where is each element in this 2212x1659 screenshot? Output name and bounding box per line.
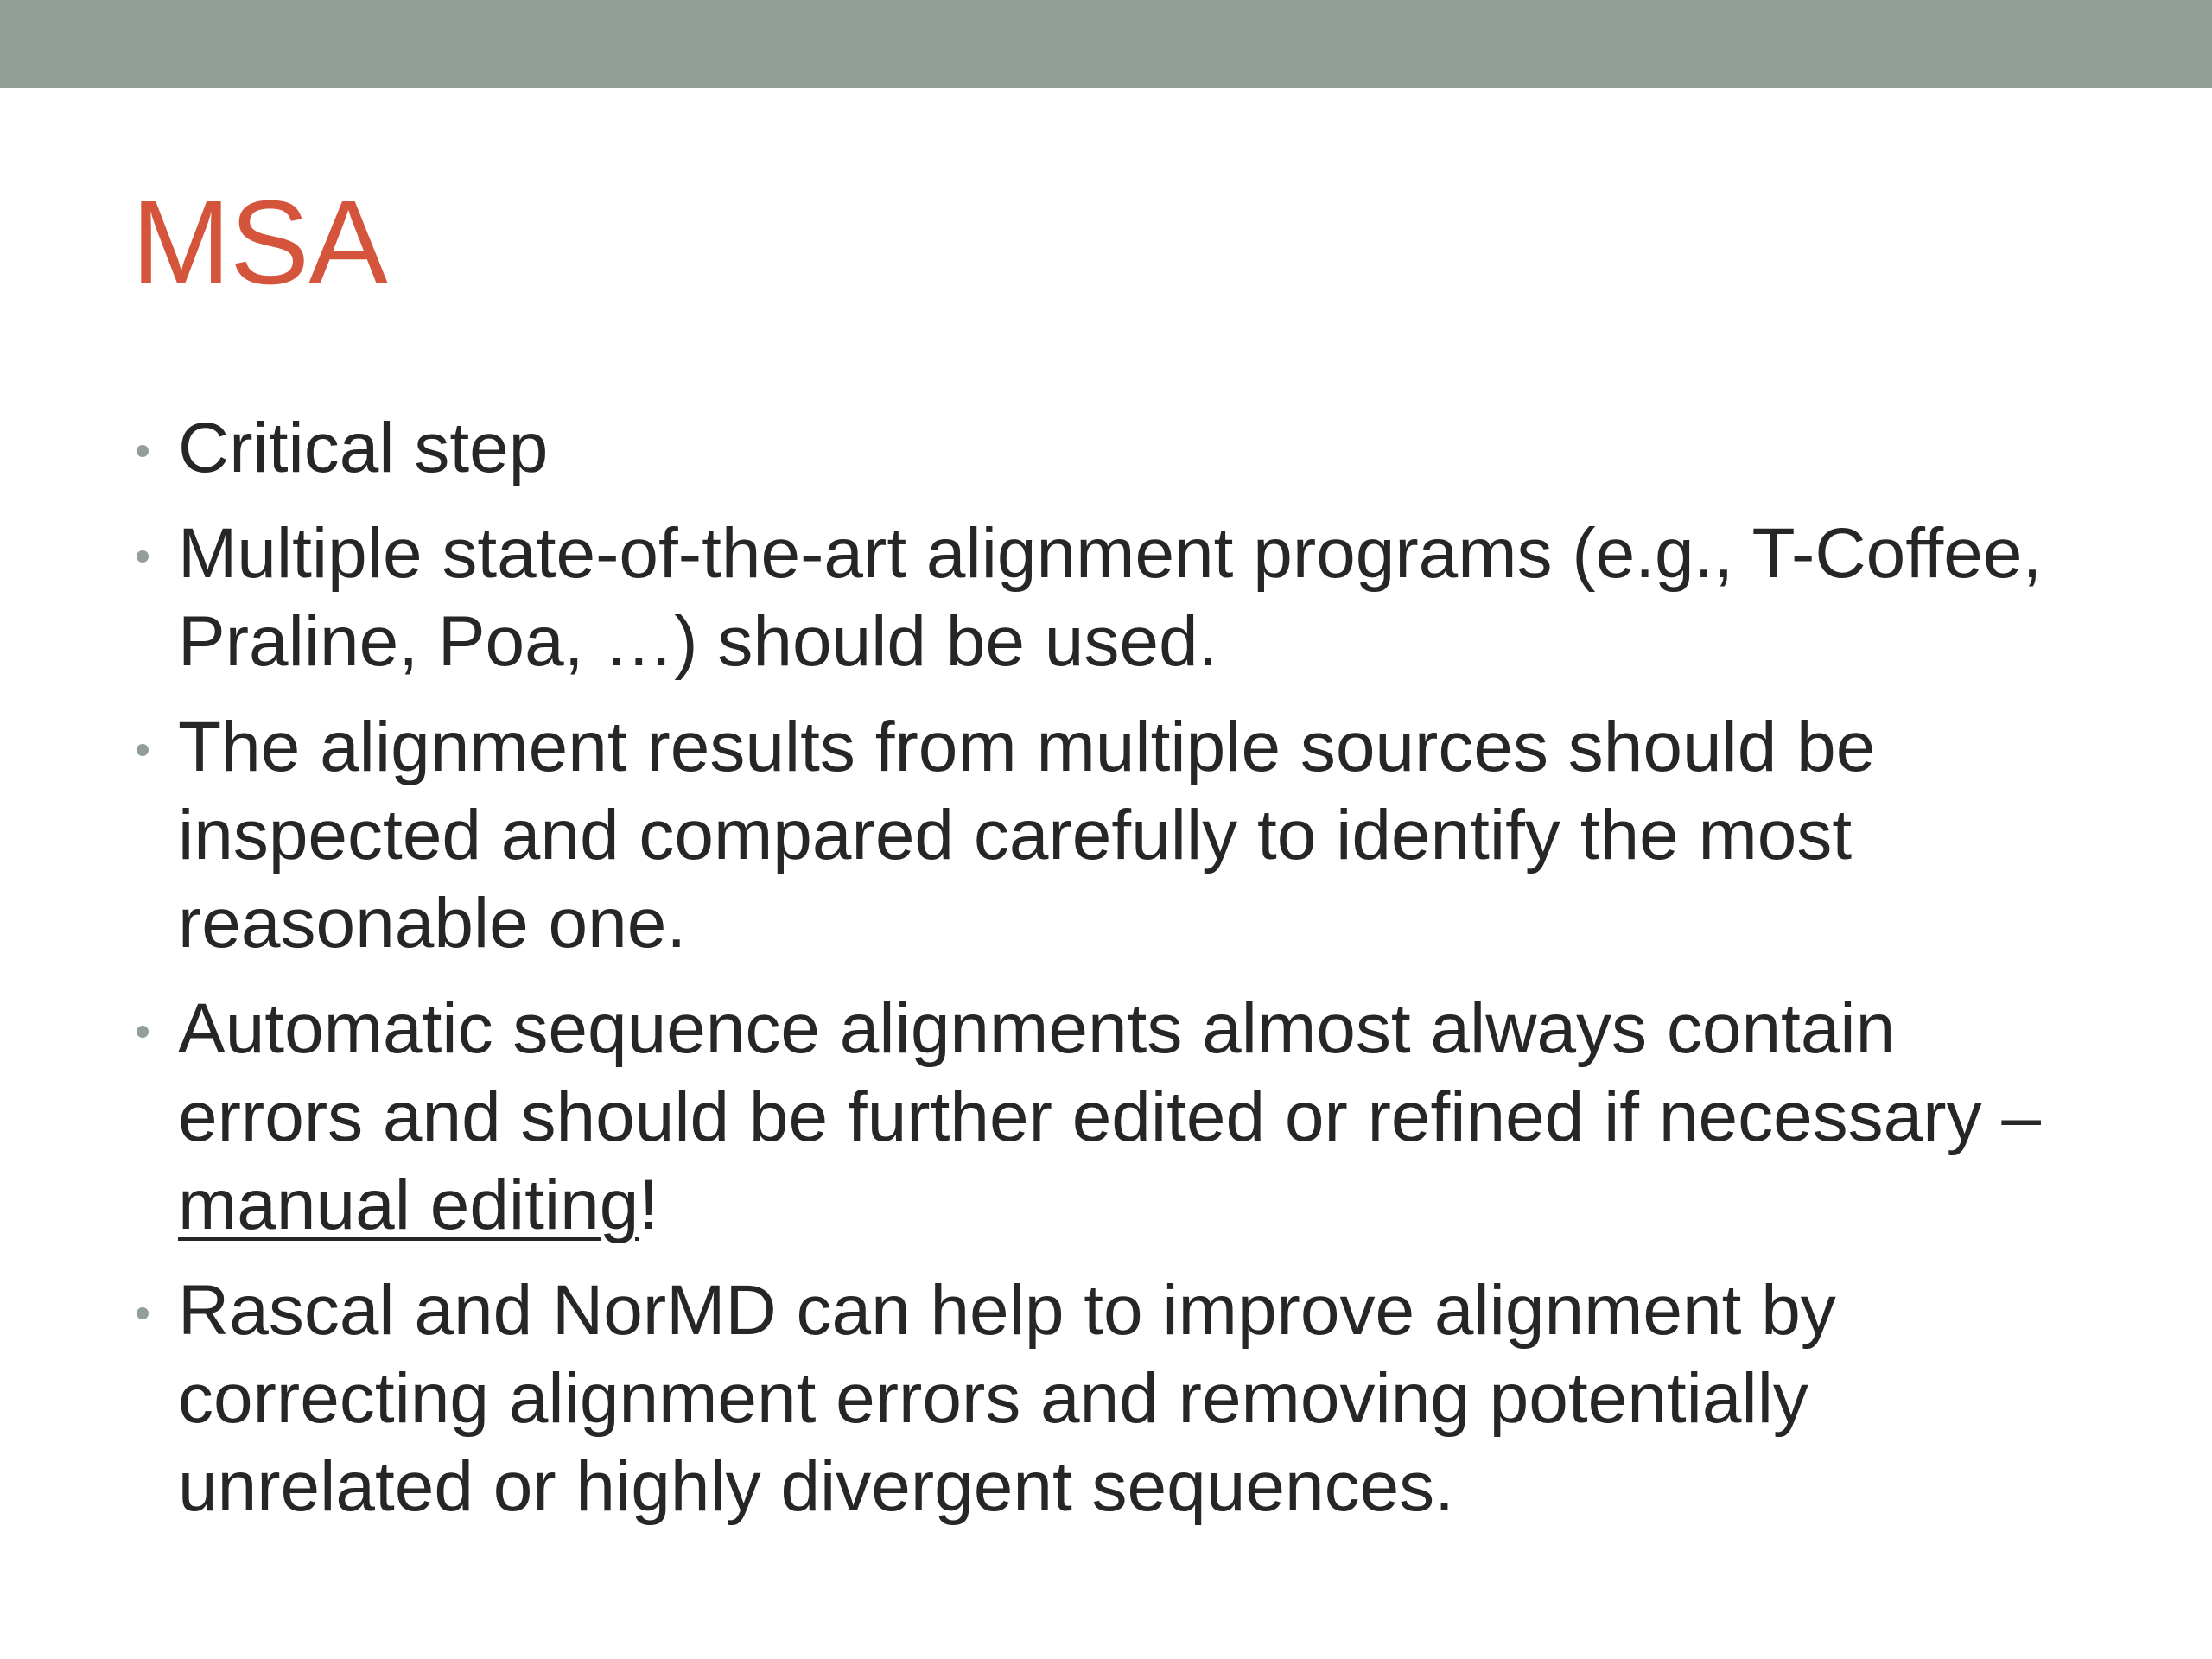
bullet-dot-icon [137, 445, 149, 457]
bullet-text: Rascal and NorMD can help to improve alignment by correcting alignment errors and removing potentially unrelated or highly divergent sequences. [178, 1271, 1836, 1526]
bullet-text: Critical step [178, 409, 549, 487]
bullet-item-manual-editing [130, 985, 2082, 1249]
bullet-dot-icon [137, 550, 149, 563]
bullet-dot-icon [137, 744, 149, 756]
bullet-item-rascal-normd [130, 1267, 2082, 1531]
bullet-item-compare-results [130, 703, 2082, 968]
bullet-text-before: Automatic sequence alignments almost always contain errors and should be further edited or refined if necessary – [178, 989, 2041, 1156]
bullet-text: The alignment results from multiple sources should be inspected and compared carefully to identify the most reasonable one. [178, 708, 1876, 963]
bullet-dot-icon [137, 1026, 149, 1038]
bullet-text: Multiple state-of-the-art alignment programs (e.g., T-Coffee, Praline, Poa, …) should be used. [178, 514, 2043, 681]
manual-editing-emphasis: manual editing [178, 1166, 639, 1244]
bullet-text-after: ! [639, 1166, 659, 1244]
bullet-list [130, 404, 2082, 1548]
bullet-item-critical-step [130, 404, 2082, 493]
top-accent-bar [0, 0, 2212, 88]
bullet-item-multiple-programs [130, 510, 2082, 686]
slide-title: MSA [131, 176, 388, 309]
bullet-dot-icon [137, 1307, 149, 1319]
